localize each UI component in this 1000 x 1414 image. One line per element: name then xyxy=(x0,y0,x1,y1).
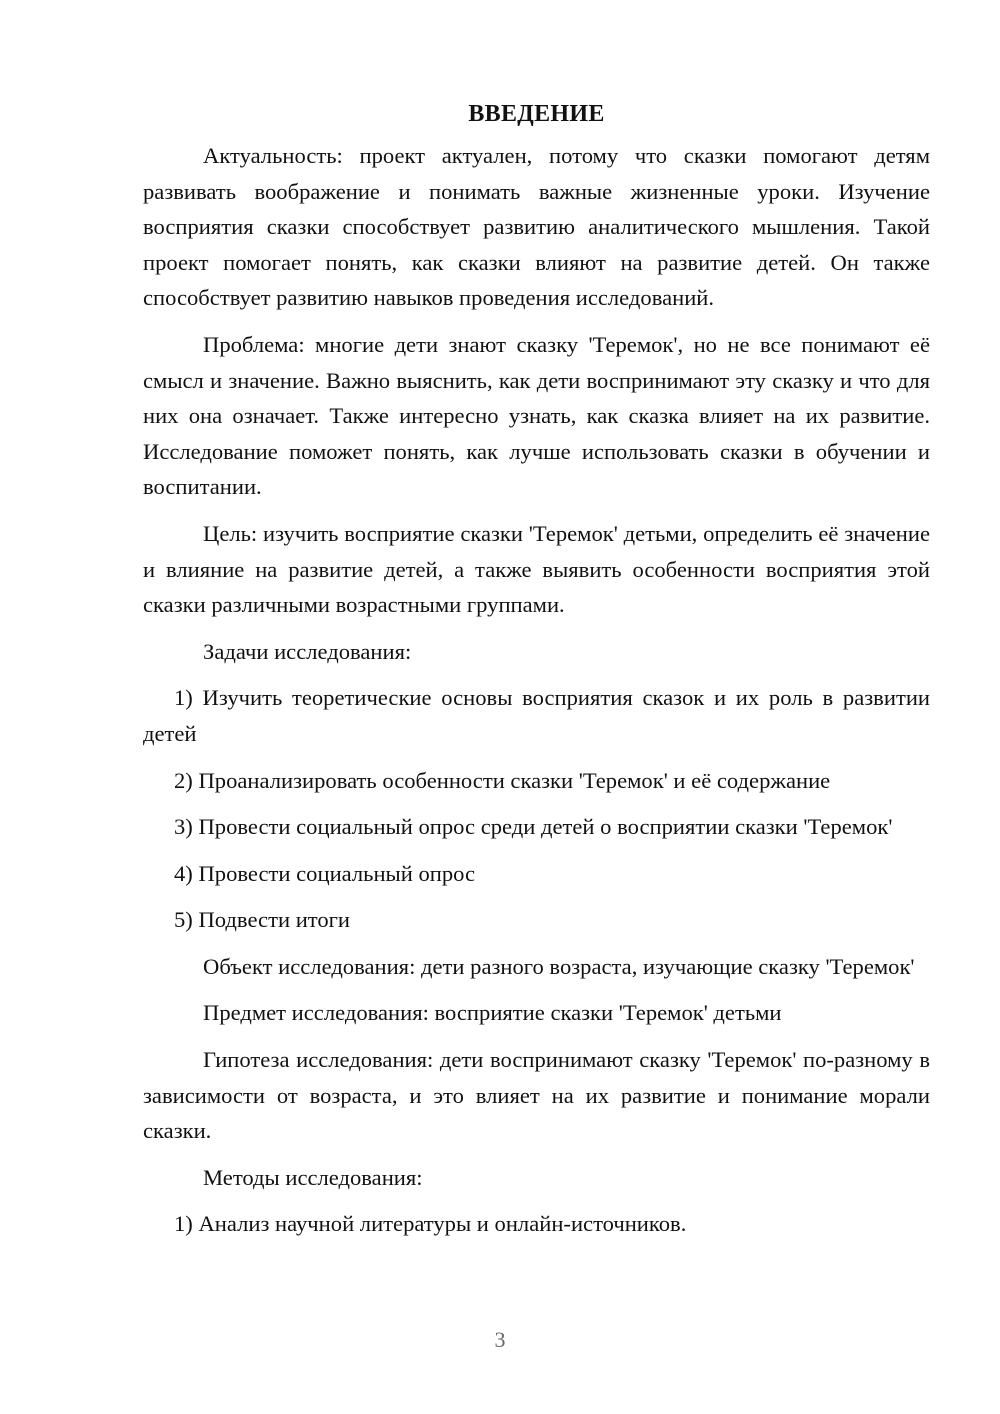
paragraph-problem: Проблема: многие дети знают сказку 'Теремок', но не все понимают её смысл и значение. Важно выяснить, как дети воспринимают эту сказку и что для них она означает. Также интересно узнать, как сказка влияет на их развитие. Исследование поможет понять, как лучше использовать сказки в обучении и воспитании. xyxy=(143,331,930,500)
methods-heading: Методы исследования: xyxy=(203,1164,423,1190)
page-number: 3 xyxy=(494,1327,506,1352)
section-title: ВВЕДЕНИЕ xyxy=(468,101,605,127)
list-item: 3) Провести социальный опрос среди детей о восприятии сказки 'Теремок' xyxy=(174,814,893,840)
list-item: 5) Подвести итоги xyxy=(174,907,351,933)
list-item: 1) Изучить теоретические основы восприятия сказок и их роль в развитии детей xyxy=(143,685,930,746)
list-item: 4) Провести социальный опрос xyxy=(174,860,476,886)
list-item: 2) Проанализировать особенности сказки 'Теремок' и её содержание xyxy=(174,767,831,793)
paragraph-subject: Предмет исследования: восприятие сказки 'Теремок' детьми xyxy=(203,1000,782,1026)
tasks-heading: Задачи исследования: xyxy=(203,638,412,664)
paragraph-hypothesis: Гипотеза исследования: дети воспринимают сказку 'Теремок' по-разному в зависимости от возраста, и это влияет на их развитие и понимание морали сказки. xyxy=(143,1047,930,1144)
paragraph-relevance: Актуальность: проект актуален, потому что сказки помогают детям развивать воображение и понимать важные жизненные уроки. Изучение восприятия сказки способствует развитию аналитического мышления. Такой проект помогает понять, как сказки влияют на развитие детей. Он также способствует развитию навыков проведения исследований. xyxy=(143,143,930,311)
paragraph-object: Объект исследования: дети разного возраста, изучающие сказку 'Теремок' xyxy=(203,953,915,979)
paragraph-goal: Цель: изучить восприятие сказки 'Теремок' детьми, определить её значение и влияние на развитие детей, а также выявить особенности восприятия этой сказки различными возрастными группами. xyxy=(143,520,930,618)
list-item: 1) Анализ научной литературы и онлайн-источников. xyxy=(174,1211,687,1237)
